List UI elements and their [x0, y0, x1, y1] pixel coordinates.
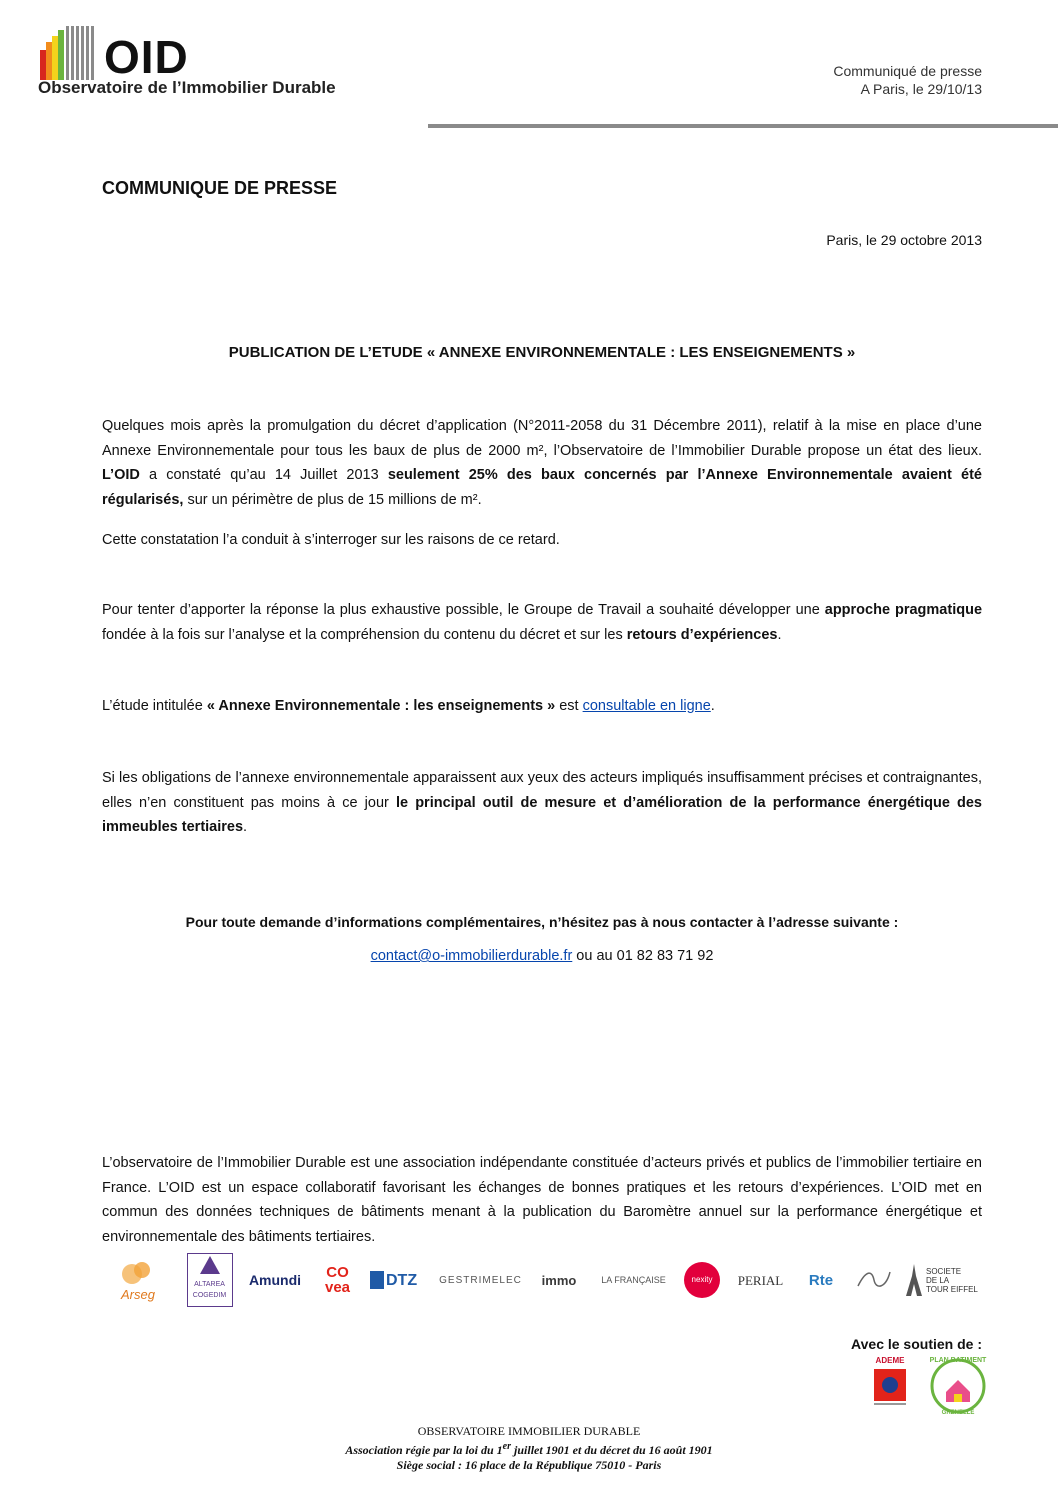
footer-legal: Association régie par la loi du 1er juillet 1901 et du décret du 16 août 1901	[345, 1441, 713, 1457]
arseg-logo: Arseg	[102, 1260, 174, 1300]
ademe-emblem-icon	[866, 1365, 914, 1409]
header-meta	[833, 62, 982, 98]
paragraph-1: Quelques mois après la promulgation du décret d’application (N°2011-2058 du 31 Décembre 2011), relatif à la mise en place d’une Annexe Environnementale pour tous les baux de plus de 2000 m², l’Observatoire de l’Immobilier Durable propose un état des lieux. L’OID a constaté qu’au 14 Juillet 2013 seulement 25% des baux concernés par l’Annexe Environnementale avaient été régularisés, sur un périmètre de plus de 15 millions de m².	[102, 418, 982, 508]
footer-address: Siège social : 16 place de la République 75010 - Paris	[396, 1458, 662, 1472]
contact-heading: Pour toute demande d’informations complémentaires, n’hésitez pas à nous contacter à l’adresse suivante :	[185, 914, 899, 930]
sete-logo: SOCIETE DE LA TOUR EIFFEL	[906, 1264, 982, 1296]
arseg-swirl-icon	[118, 1260, 158, 1286]
altarea-cogedim-logo: ALTAREA COGEDIM	[187, 1253, 233, 1307]
header-place-date: A Paris, le 29/10/13	[860, 81, 982, 97]
logo-subtitle: Observatoire de l’Immobilier Durable	[38, 78, 336, 97]
svg-text:GRENELLE: GRENELLE	[941, 1410, 975, 1416]
nexity-logo: nexity	[684, 1262, 720, 1298]
immo-logo: immo	[541, 1272, 577, 1288]
oid-logo-text: OID	[104, 31, 189, 83]
study-online-link[interactable]: consultable en ligne	[582, 698, 711, 714]
paragraph-5: Si les obligations de l’annexe environnementale apparaissent aux yeux des acteurs impliqués insuffisamment précises et contraignantes, elles n’en constituent pas moins à ce jour le principal outil de mesure et d’amélioration de la performance énergétique des immeubles tertiaires.	[102, 770, 982, 835]
header-divider	[428, 124, 1058, 128]
dtz-mark-icon	[370, 1271, 384, 1289]
footer	[0, 1424, 1058, 1473]
la-francaise-logo: LA FRANÇAISE	[601, 1274, 666, 1285]
paragraph-3: Pour tenter d’apporter la réponse la plus exhaustive possible, le Groupe de Travail a souhaité développer une approche pragmatique fondée à la fois sur l’analyse et la compréhension du contenu du décret et sur les retours d’expériences.	[102, 602, 983, 643]
dtz-logo: DTZ	[370, 1271, 426, 1289]
page-title: COMMUNIQUE DE PRESSE	[102, 178, 338, 198]
headline: PUBLICATION DE L’ETUDE « ANNEXE ENVIRONNEMENTALE : LES ENSEIGNEMENTS »	[228, 344, 856, 361]
about-paragraph: L’observatoire de l’Immobilier Durable est une association indépendante constituée d’acteurs privés et publics de l’immobilier tertiaire en France. L’OID est un espace collaboratif favorisant les échanges de bonnes pratiques et les retours d’expériences. L’OID met en commun des données techniques de bâtiments menant à la publication du Baromètre annuel sur la performance énergétique et environnementale des bâtiments tertiaires.	[102, 1155, 982, 1245]
contact-email-link[interactable]: contact@o-immobilierdurable.fr	[370, 948, 573, 964]
paragraph-2: Cette constatation l’a conduit à s’interroger sur les raisons de ce retard.	[102, 532, 560, 548]
eiffel-tower-icon	[906, 1264, 922, 1296]
paragraph-4: L’étude intitulée « Annexe Environnementale : les enseignements » est consultable en ligne.	[102, 698, 715, 714]
contact-phone: ou au 01 82 83 71 92	[572, 948, 714, 964]
plan-batiment-house-icon	[928, 1352, 988, 1416]
perial-logo: PERIAL	[737, 1272, 784, 1288]
plan-batiment-grenelle-logo	[928, 1352, 988, 1416]
svg-text:PLAN BATIMENT: PLAN BATIMENT	[929, 1357, 987, 1364]
contact-line	[102, 948, 982, 964]
rte-logo: Rte	[808, 1271, 834, 1289]
amundi-logo: Amundi	[248, 1271, 302, 1288]
partner-logos	[102, 1252, 982, 1308]
ademe-logo: ADEME	[866, 1356, 914, 1418]
support-label: Avec le soutien de :	[851, 1336, 982, 1352]
covea-logo: CO vea	[324, 1264, 351, 1296]
altarea-a-icon	[198, 1254, 222, 1276]
date-line: Paris, le 29 octobre 2013	[826, 232, 982, 248]
doc-type: Communiqué de presse	[833, 63, 982, 79]
signature-mark-icon	[854, 1266, 894, 1295]
oid-logo-bars	[40, 24, 102, 80]
gestrimelec-logo: GESTRIMELEC	[439, 1274, 522, 1286]
footer-org: OBSERVATOIRE IMMOBILIER DURABLE	[417, 1424, 641, 1438]
